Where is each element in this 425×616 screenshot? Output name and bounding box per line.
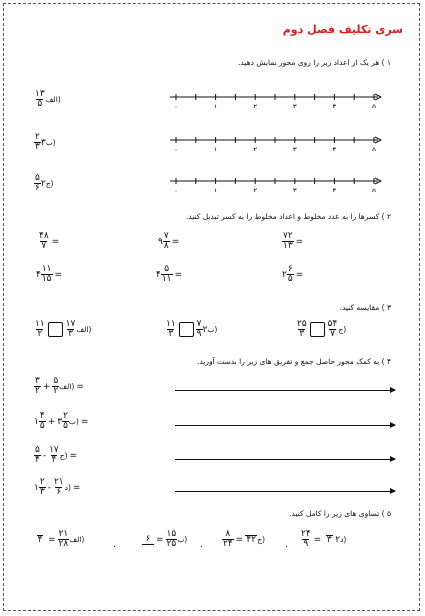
q1-c-label: ج) [45, 179, 54, 188]
q5-item-c: $\frac{۸}{۲۴}$ = ۴۲ ج) [223, 529, 265, 549]
q1-item-c [34, 174, 53, 193]
question-5-text: ۵ ) تساوی های زیر را کامل کنید. [289, 509, 391, 518]
question-3-text: ۳ ) مقایسه کنید. [339, 303, 391, 312]
axis-tick-label: ۴ [332, 146, 337, 151]
q5-item-a: ۴ = $\frac{۲۱}{۲۸}$ الف) [37, 529, 85, 549]
number-line-2 [168, 131, 382, 151]
q2-item-1: $\frac{۴۸}{۷}$ = [39, 231, 60, 251]
axis-tick-label: ۵ [372, 187, 376, 192]
axis-tick-label: ۵ [372, 146, 376, 151]
answer-arrow-3 [175, 459, 395, 460]
number-line-1 [168, 88, 382, 108]
q3-item-b: $\frac{۱۱}{۳}$ $\frac{۷}{۹}$ ۲ ب) [166, 319, 218, 339]
worksheet-title: سری تکلیف فصل دوم [282, 23, 403, 36]
q4-item-a: $\frac{۳}{۲}$ + $\frac{۵}{۲}$ الف) = [35, 376, 84, 396]
axis-tick-label: ۲ [253, 146, 258, 151]
q1-b-fraction: $\frac{۲}{۳}$ [35, 132, 40, 152]
q3-item-c: $\frac{۲۵}{۳}$ $\frac{۵۴}{۷}$ ج) [297, 319, 347, 339]
axis-tick-label: ۰ [174, 103, 178, 108]
q1-b-whole: ۳ [40, 137, 46, 148]
q2-item-3: $\frac{۷۲}{۱۳}$ = [283, 231, 304, 251]
q5-item-b: ۶ = $\frac{۱۵}{۲۵}$ ب) [142, 530, 187, 549]
q4-item-d: ۱ $\frac{۲}{۳}$ - $\frac{۲۱}{۶}$ د) = [34, 477, 81, 497]
axis-tick-label: ۵ [372, 103, 376, 108]
q1-item-b [34, 133, 56, 152]
axis-tick-label: ۱ [213, 187, 218, 192]
q1-c-fraction: $\frac{۵}{۶}$ [35, 173, 40, 193]
q1-item-a [34, 90, 61, 109]
q2-item-4: ۴ $\frac{۱۱}{۱۵}$ = [36, 264, 63, 284]
question-1-text: ۱ ) هر یک از اعداد زیر را روی محور نمایش دهید. [238, 58, 391, 67]
q3-item-a: $\frac{۱۱}{۲}$ $\frac{۱۷}{۳}$ الف) [35, 319, 92, 339]
separator-dot: . [200, 540, 203, 550]
question-4-text: ۴ ) به کمک محور حاصل جمع و تفریق های زیر را بدست آورید. [196, 357, 391, 366]
axis-tick-label: ۴ [332, 103, 337, 108]
axis-tick-label: ۱ [213, 146, 218, 151]
separator-dot: . [113, 540, 116, 550]
axis-tick-label: ۰ [174, 146, 178, 151]
q2-item-6: ۲ $\frac{۶}{۵}$ = [282, 264, 304, 284]
q2-item-5: ۴ $\frac{۵}{۱۱}$ = [156, 264, 183, 284]
q4-item-b: ۱ $\frac{۴}{۵}$ + ۳ $\frac{۲}{۵}$ ب) = [34, 411, 89, 431]
axis-tick-label: ۳ [292, 187, 297, 192]
axis-tick-label: ۳ [292, 146, 297, 151]
axis-tick-label: ۲ [253, 187, 258, 192]
axis-tick-label: ۳ [292, 103, 297, 108]
comparison-box[interactable] [310, 322, 325, 337]
comparison-box[interactable] [48, 322, 63, 337]
axis-tick-label: ۴ [332, 187, 337, 192]
answer-arrow-2 [175, 425, 395, 426]
separator-dot: . [285, 540, 288, 550]
q1-b-label: ب) [45, 138, 56, 147]
question-2-text: ۲ ) کسرها را به عدد مخلوط و اعداد مخلوط را به کسر تبدیل کنید. [185, 212, 391, 221]
q1-a-label: الف) [45, 95, 61, 104]
q4-item-c: $\frac{۵}{۴}$ - $\frac{۱۷}{۴}$ ج) = [35, 445, 78, 465]
q5-item-d: $\frac{۲۴}{۹}$ = ۳ ۲ د) [301, 529, 347, 549]
answer-arrow-1 [175, 390, 395, 391]
q2-item-2: ۹ $\frac{۷}{۸}$ = [158, 231, 180, 251]
axis-tick-label: ۲ [253, 103, 258, 108]
q1-a-fraction: $\frac{۱۳}{۵}$ [35, 89, 45, 109]
answer-arrow-4 [175, 491, 395, 492]
axis-tick-label: ۱ [213, 103, 218, 108]
comparison-box[interactable] [179, 322, 194, 337]
axis-tick-label: ۰ [174, 187, 178, 192]
number-line-3 [168, 172, 382, 192]
q1-c-whole: ۲ [40, 178, 46, 189]
